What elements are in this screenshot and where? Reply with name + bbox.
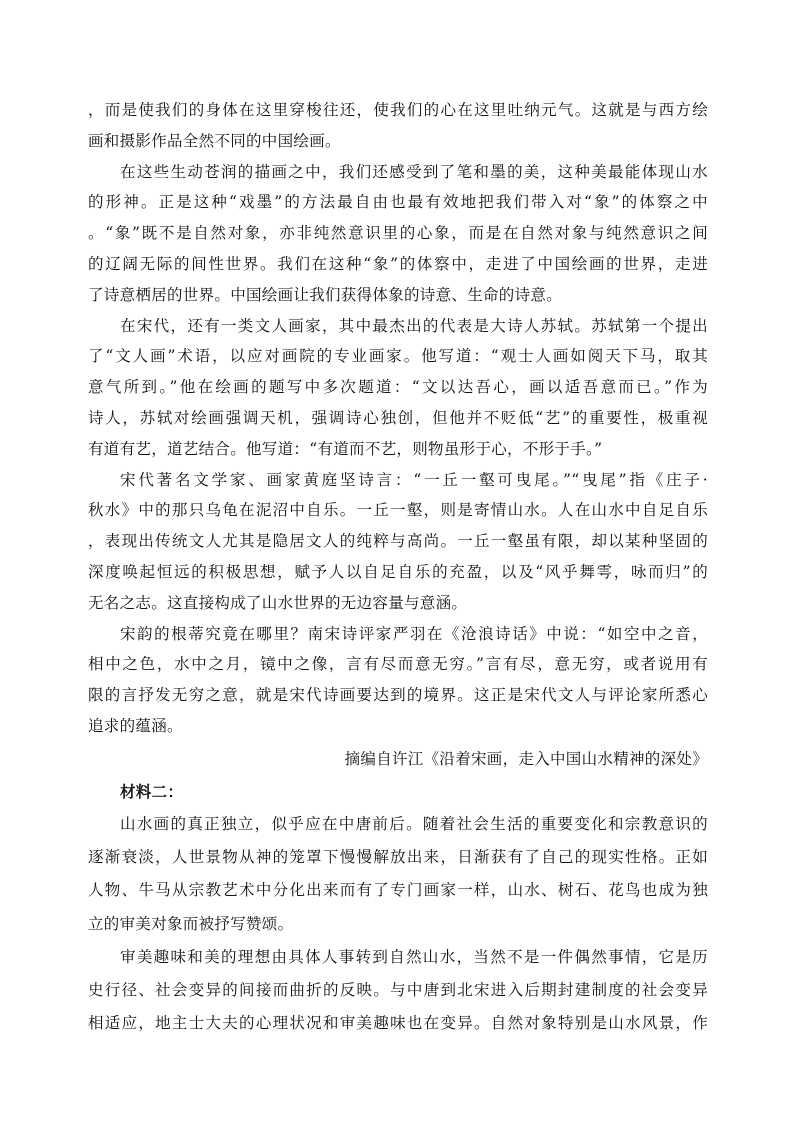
text-line: 秋水》中的那只乌龟在泥沼中自乐。一丘一壑，则是寄情山水。人在山水中自足自乐 — [88, 501, 708, 519]
text-line: ，而是使我们的身体在这里穿梭往还，使我们的心在这里吐纳元气。这就是与西方绘 — [88, 101, 708, 119]
text-line: 在这些生动苍润的描画之中，我们还感受到了笔和墨的美，这种美最能体现山水 — [120, 163, 708, 181]
text-line: 的形神。正是这种“戏墨”的方法最自由也最有效地把我们带入对“象”的体察之中 — [88, 193, 708, 211]
text-line: 深度唤起恒远的积极思想，赋予人以自足自乐的充盈，以及“风乎舞雩，咏而归”的 — [88, 563, 708, 581]
text-line: 了“文人画”术语，以应对画院的专业画家。他写道：“观士人画如阅天下马，取其 — [88, 347, 708, 365]
text-line: 画和摄影作品全然不同的中国绘画。 — [88, 132, 341, 150]
text-line: 了诗意栖居的世界。中国绘画让我们获得体象的诗意、生命的诗意。 — [88, 286, 563, 304]
text-line: 审美趣味和美的理想由具体人事转到自然山水，当然不是一件偶然事情，它是历 — [120, 947, 708, 966]
section-heading-material-two: 材料二： — [120, 783, 184, 801]
text-line: 无名之志。这直接构成了山水世界的无边容量与意涵。 — [88, 594, 468, 612]
text-line: 宋代著名文学家、画家黄庭坚诗言：“一丘一壑可曳尾。”“曳尾”指《庄子· — [120, 471, 708, 489]
text-line: 人物、牛马从宗教艺术中分化出来而有了专门画家一样，山水、树石、花鸟也成为独 — [88, 881, 708, 900]
text-line: 史行径、社会变异的间接而曲折的反映。与中唐到北宋进入后期封建制度的社会变异 — [88, 981, 708, 999]
text-line: 立的审美对象而被抒写赞颂。 — [88, 914, 294, 933]
text-line: 相中之色，水中之月，镜中之像，言有尽而意无穷。”言有尽，意无穷，或者说用有 — [88, 655, 708, 673]
text-line: 逐渐衰淡，人世景物从神的笼罩下慢慢解放出来，日渐获有了自己的现实性格。正如 — [88, 848, 708, 867]
text-line: 相适应，地主士大夫的心理状况和审美趣味也在变异。自然对象特别是山水风景，作 — [88, 1014, 708, 1033]
text-line: 宋韵的根蒂究竟在哪里？南宋诗评家严羽在《沧浪诗话》中说：“如空中之音， — [120, 625, 708, 643]
text-line: 山水画的真正独立，似乎应在中唐前后。随着社会生活的重要变化和宗教意识的 — [120, 815, 708, 833]
text-line: 有道有艺，道艺结合。他写道：“有道而不艺，则物虽形于心，不形于手。” — [88, 440, 603, 458]
text-line: 诗人，苏轼对绘画强调天机，强调诗心独创，但他并不贬低“艺”的重要性，极重视 — [88, 409, 708, 427]
text-line: 限的言抒发无穷之意，就是宋代诗画要达到的境界。这正是宋代文人与评论家所悉心 — [88, 686, 708, 704]
text-line: 追求的蕴涵。 — [88, 717, 183, 735]
text-line: 意气所到。”他在绘画的题写中多次题道：“文以达吾心，画以适吾意而已。”作为 — [88, 378, 708, 396]
text-line: 的辽阔无际的间性世界。我们在这种“象”的体察中，走进了中国绘画的世界，走进 — [88, 255, 708, 273]
source-citation: 摘编自许江《沿着宋画，走入中国山水精神的深处》 — [344, 750, 708, 768]
text-line: 。“象”既不是自然对象，亦非纯然意识里的心象，而是在自然对象与纯然意识之间 — [88, 224, 708, 242]
text-line: ，表现出传统文人尤其是隐居文人的纯粹与高尚。一丘一壑虽有限，却以某种坚固的 — [88, 532, 708, 550]
text-line: 在宋代，还有一类文人画家，其中最杰出的代表是大诗人苏轼。苏轼第一个提出 — [120, 317, 708, 335]
